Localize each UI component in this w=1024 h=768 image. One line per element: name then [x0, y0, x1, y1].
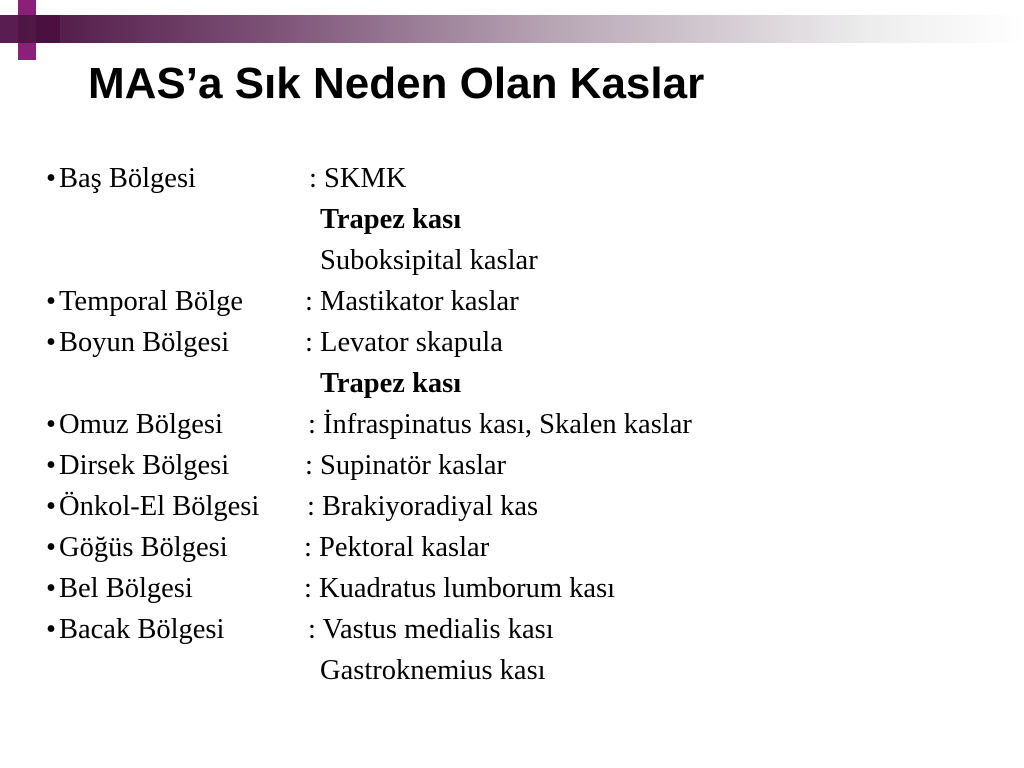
- muscle-value: : Kuadratus lumborum kası: [304, 573, 616, 604]
- bullet: •: [46, 286, 56, 317]
- list-item: [46, 527, 1006, 568]
- bullet: •: [46, 491, 56, 522]
- region-label: Önkol-El Bölgesi: [59, 491, 260, 522]
- region-label: Göğüs Bölgesi: [59, 532, 228, 563]
- list-item: [46, 199, 1006, 240]
- header-square: [18, 43, 36, 60]
- muscle-list: [46, 158, 1006, 691]
- list-item: [46, 609, 1006, 650]
- bullet: •: [46, 532, 56, 563]
- muscle-value: : Brakiyoradiyal kas: [307, 491, 539, 522]
- muscle-value: : SKMK: [309, 163, 407, 194]
- muscle-value: Trapez kası: [320, 368, 462, 399]
- region-label: Bel Bölgesi: [59, 573, 193, 604]
- header-square: [0, 15, 18, 43]
- list-item: [46, 486, 1006, 527]
- list-item: [46, 650, 1006, 691]
- bullet: •: [46, 450, 56, 481]
- region-label: Dirsek Bölgesi: [59, 450, 230, 481]
- bullet: •: [46, 327, 56, 358]
- muscle-value: : Mastikator kaslar: [305, 286, 519, 317]
- muscle-value: Suboksipital kaslar: [320, 245, 538, 276]
- bullet: •: [46, 573, 56, 604]
- muscle-value: : Vastus medialis kası: [308, 614, 554, 645]
- bullet: •: [46, 409, 56, 440]
- muscle-value: : Levator skapula: [305, 327, 503, 358]
- header-square: [36, 15, 60, 43]
- region-label: Baş Bölgesi: [59, 163, 196, 194]
- region-label: Boyun Bölgesi: [59, 327, 230, 358]
- list-item: [46, 404, 1006, 445]
- muscle-value: : İnfraspinatus kası, Skalen kaslar: [308, 409, 692, 440]
- muscle-value: : Pektoral kaslar: [304, 532, 490, 563]
- header-gradient-band: [0, 15, 1024, 43]
- bullet: •: [46, 163, 56, 194]
- list-item: [46, 158, 1006, 199]
- region-label: Bacak Bölgesi: [59, 614, 225, 645]
- list-item: [46, 363, 1006, 404]
- muscle-value: : Supinatör kaslar: [305, 450, 507, 481]
- region-label: Omuz Bölgesi: [59, 409, 223, 440]
- list-item: [46, 445, 1006, 486]
- list-item: [46, 322, 1006, 363]
- slide-title: MAS’a Sık Neden Olan Kaslar: [88, 59, 705, 108]
- header-square: [18, 0, 36, 15]
- region-label: Temporal Bölge: [59, 286, 243, 317]
- list-item: [46, 281, 1006, 322]
- muscle-value: Gastroknemius kası: [320, 655, 546, 686]
- list-item: [46, 240, 1006, 281]
- list-item: [46, 568, 1006, 609]
- bullet: •: [46, 614, 56, 645]
- muscle-value: Trapez kası: [320, 204, 462, 235]
